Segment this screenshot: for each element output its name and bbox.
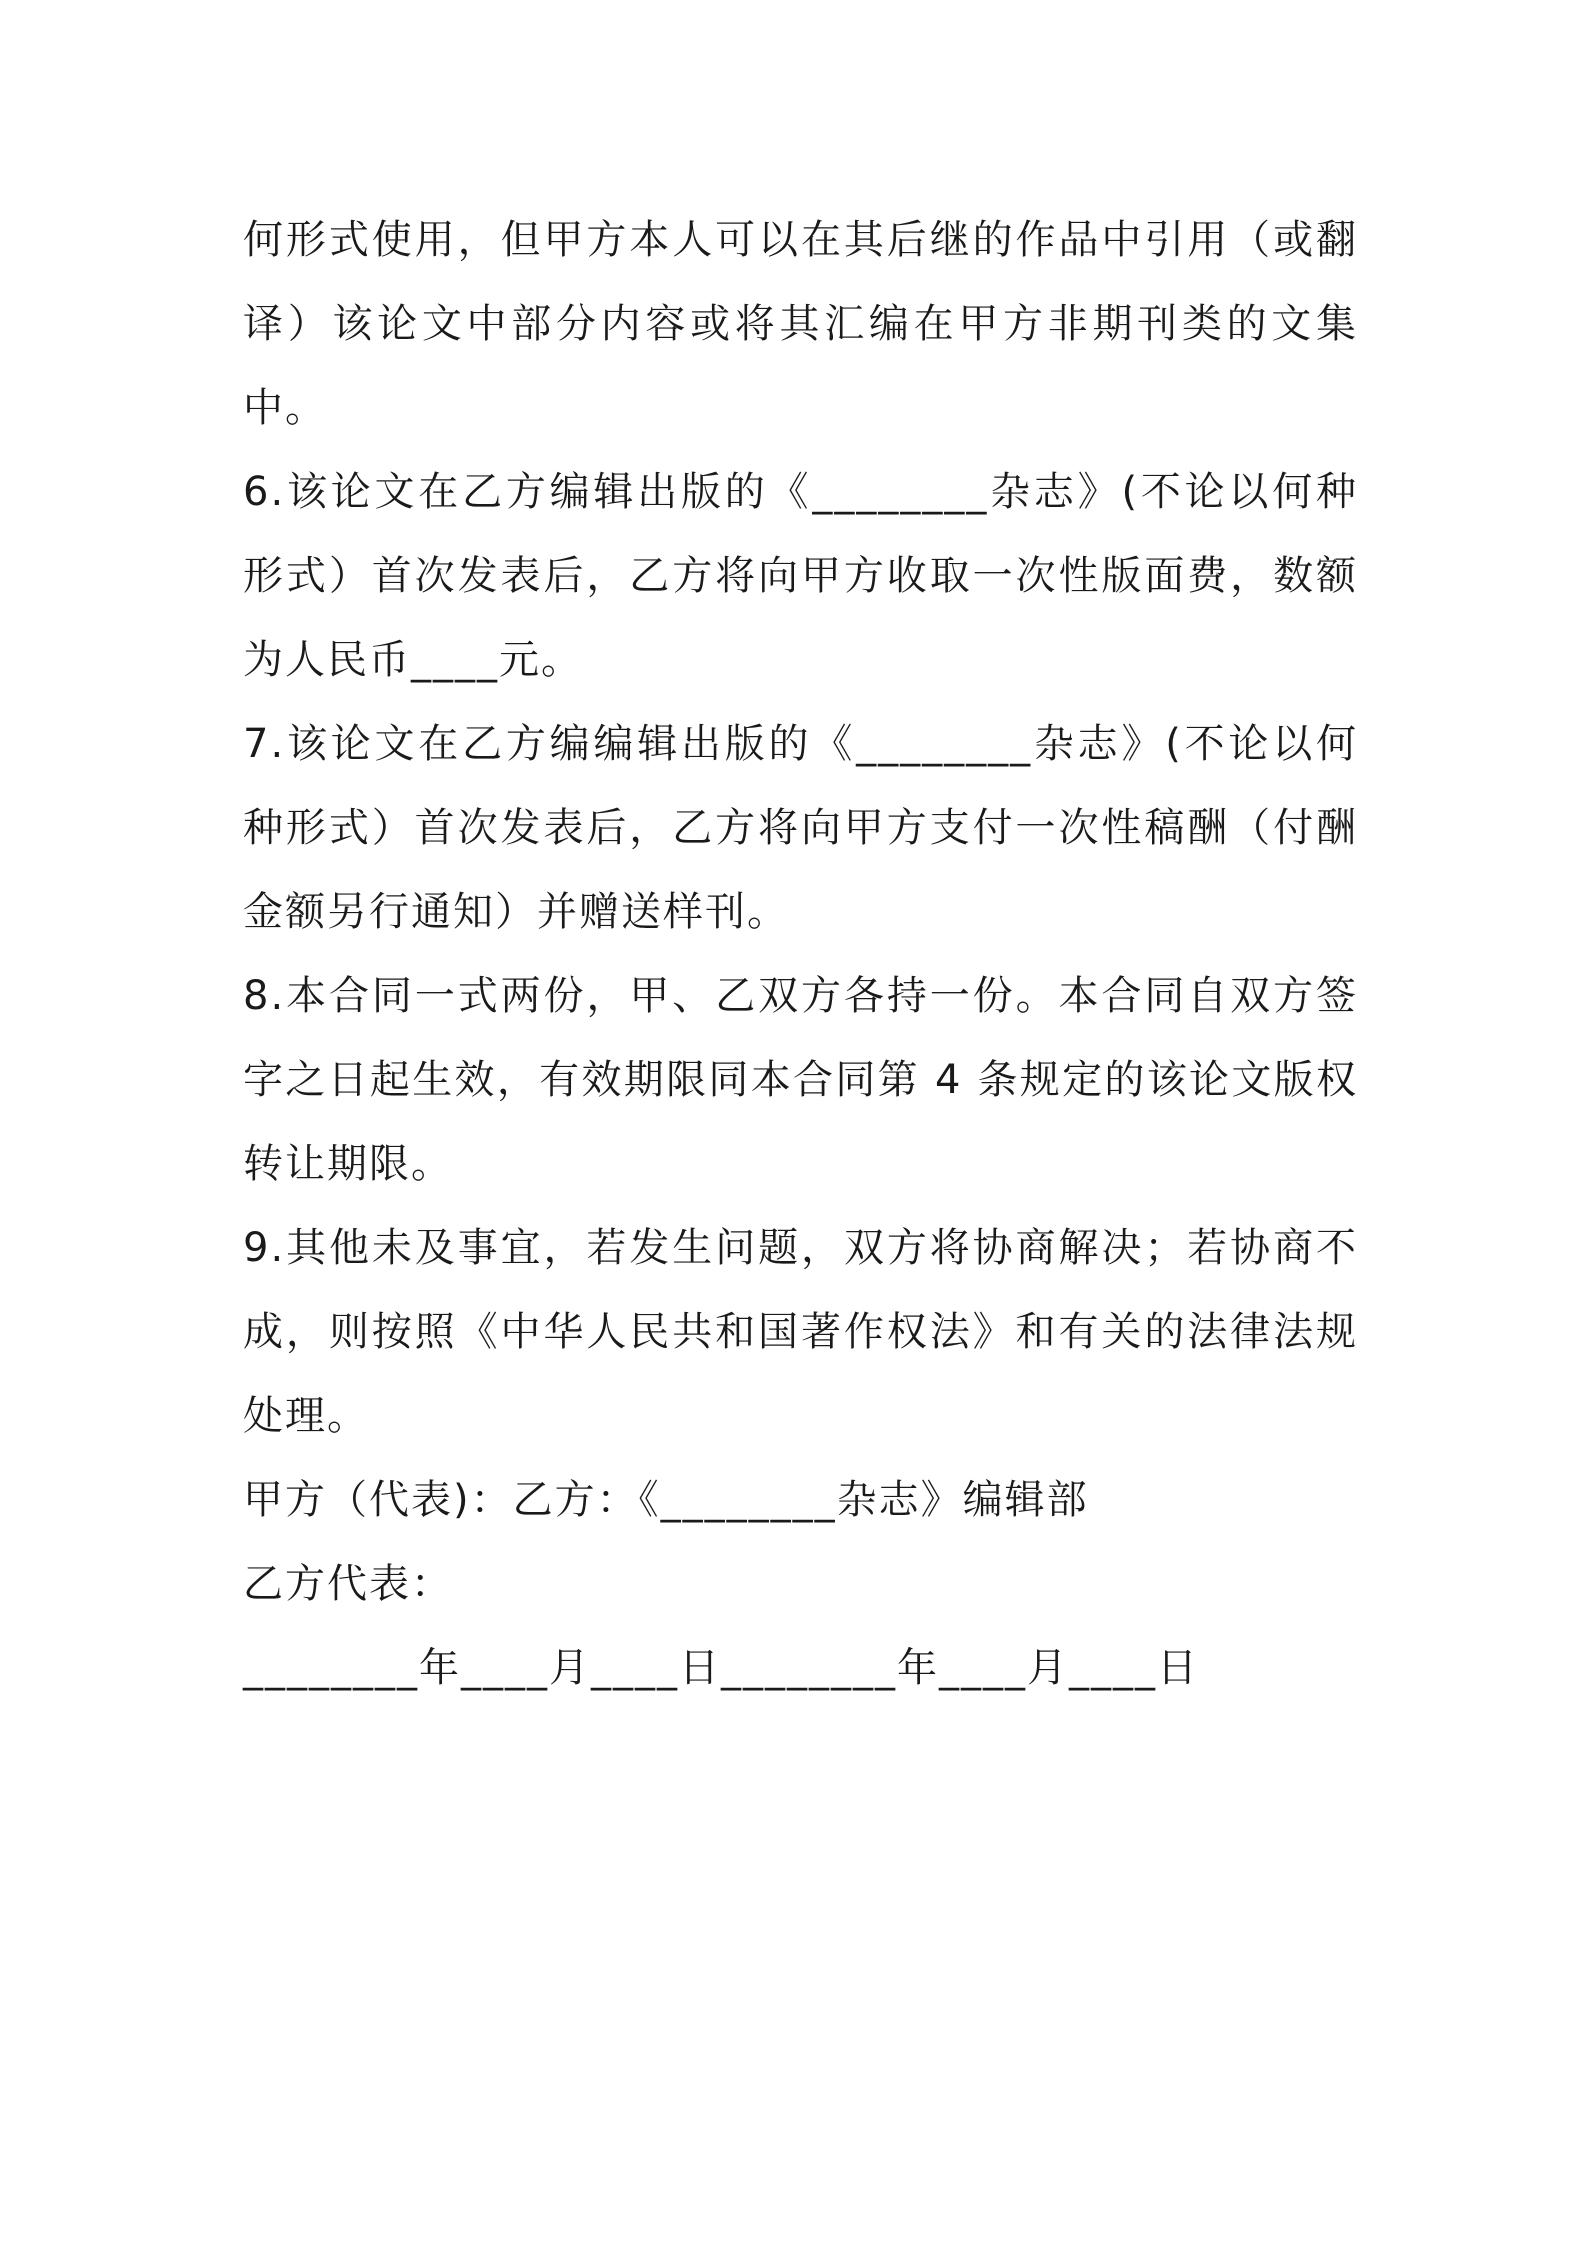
date-line: ________年____月____日________年____月____日 bbox=[243, 1645, 1199, 1691]
contract-body bbox=[243, 198, 1358, 1710]
clause-8: 8.本合同一式两份，甲、乙双方各持一份。本合同自双方签字之日起生效，有效期限同本合同第 4 条规定的该论文版权转让期限。 bbox=[243, 973, 1358, 1187]
clause-6: 6.该论文在乙方编辑出版的《________杂志》(不论以何种形式）首次发表后，乙方将向甲方收取一次性版面费，数额为人民币____元。 bbox=[243, 469, 1358, 683]
party-signature-line: 甲方（代表)：乙方：《________杂志》编辑部 bbox=[243, 1477, 1089, 1523]
clause-7: 7.该论文在乙方编编辑出版的《________杂志》(不论以何种形式）首次发表后，乙方将向甲方支付一次性稿酬（付酬金额另行通知）并赠送样刊。 bbox=[243, 721, 1358, 935]
clause-5-continuation: 何形式使用，但甲方本人可以在其后继的作品中引用（或翻译）该论文中部分内容或将其汇编在甲方非期刊类的文集中。 bbox=[243, 217, 1358, 431]
party-b-representative: 乙方代表： bbox=[243, 1561, 453, 1607]
clause-9: 9.其他未及事宜，若发生问题，双方将协商解决；若协商不成，则按照《中华人民共和国著作权法》和有关的法律法规处理。 bbox=[243, 1225, 1358, 1439]
